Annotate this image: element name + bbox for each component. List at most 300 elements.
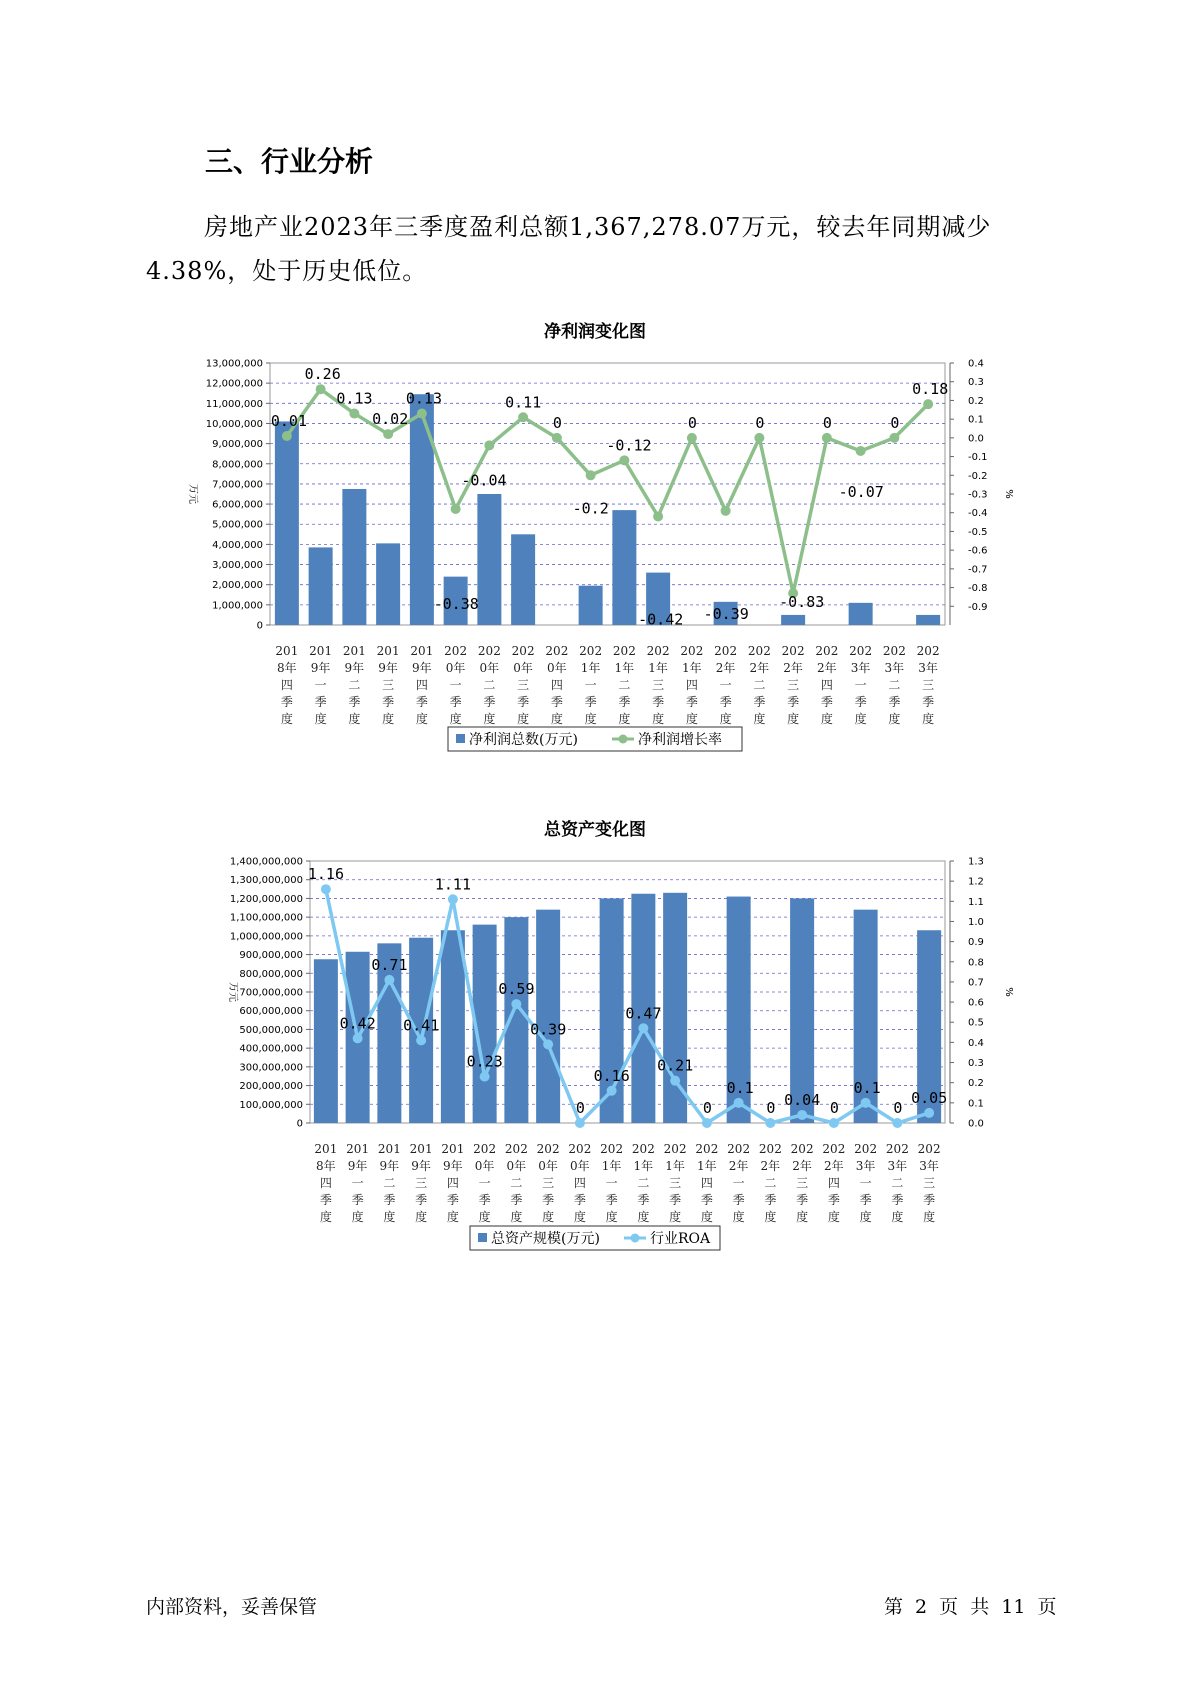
x-tick-label: 9年 [378,661,398,675]
analysis-paragraph: 房地产业2023年三季度盈利总额1,367,278.07万元，较去年同期减少4.38%，处于历史低位。 [146,213,992,285]
x-tick-label: 度 [351,1210,364,1224]
x-tick-label: 三 [923,1176,936,1190]
data-label: -0.42 [638,610,684,629]
x-tick-label: 季 [732,1193,745,1207]
x-tick-label: 202 [885,1142,909,1156]
x-tick-label: 度 [605,1210,618,1224]
x-tick-label: 二 [348,678,361,692]
x-tick-label: 202 [477,644,501,658]
x-tick-label: 度 [478,1210,491,1224]
y2-tick-label: -0.9 [968,601,988,613]
x-tick-label: 3年 [918,661,938,675]
line-point [511,999,521,1009]
line-point [797,1110,807,1120]
x-tick-label: 202 [646,644,670,658]
data-label: 1.11 [434,875,471,894]
total-assets-chart [0,808,1191,1258]
x-tick-label: 9年 [344,661,365,675]
x-tick-label: 季 [827,1193,840,1207]
y2-tick-label: -0.1 [968,452,988,464]
y-tick-label: 9,000,000 [212,439,263,451]
y2-tick-label: 1.3 [968,856,984,868]
bar [477,494,501,625]
data-label: -0.07 [838,482,884,501]
x-tick-label: 1年 [614,661,635,675]
y2-tick-label: -0.6 [968,545,988,557]
x-tick-label: 2年 [749,661,770,675]
y-tick-label: 1,300,000,000 [229,875,303,887]
x-tick-label: 2年 [824,1159,844,1173]
y-tick-label: 0 [296,1118,303,1130]
chart-title: 净利润变化图 [544,322,646,342]
y2-tick-label: -0.3 [968,489,988,501]
x-tick-label: 季 [888,695,901,709]
x-tick-label: 9年 [411,1159,431,1173]
data-label: 0.01 [270,411,307,430]
y2-tick-label: 0.1 [968,1098,984,1110]
y-tick-label: 1,000,000,000 [229,931,303,943]
y2-tick-label: 0.7 [968,977,984,989]
line-point [480,1072,490,1082]
x-tick-label: 季 [280,695,293,709]
x-tick-label: 度 [700,1210,713,1224]
x-tick-label: 季 [348,695,361,709]
bar [663,893,687,1123]
x-tick-label: 季 [573,1193,586,1207]
x-tick-label: 9年 [347,1159,368,1173]
x-tick-label: 度 [820,712,833,726]
y-tick-label: 1,100,000,000 [229,912,303,924]
y2-tick-label: 0.4 [968,358,984,370]
x-tick-label: 3年 [855,1159,876,1173]
y2-tick-label: 0.2 [968,395,984,407]
x-tick-label: 202 [680,644,704,658]
x-tick-label: 三 [922,678,935,692]
x-tick-label: 202 [790,1142,814,1156]
data-label: -0.83 [779,593,825,612]
x-tick-label: 季 [753,695,766,709]
x-tick-label: 0年 [547,661,567,675]
x-tick-label: 0年 [538,1159,558,1173]
bar [441,930,465,1123]
y2-tick-label: -0.5 [968,526,988,538]
x-tick-label: 201 [377,1142,401,1156]
bar [916,615,940,625]
y-tick-label: 100,000,000 [239,1099,303,1111]
legend-bar-label: 总资产规模(万元) [491,1231,600,1247]
x-tick-label: 季 [922,695,935,709]
x-tick-label: 度 [382,712,395,726]
data-label: 0.18 [912,380,949,399]
x-tick-label: 1年 [648,661,668,675]
data-label: 0.1 [853,1078,881,1097]
y-tick-label: 13,000,000 [205,358,263,370]
x-tick-label: 202 [444,644,468,658]
y2-axis-title: % [1003,987,1014,997]
y2-tick-label: 0.0 [968,433,984,445]
bar [511,534,535,625]
y-axis-title: 万元 [187,484,198,504]
x-tick-label: 一 [449,678,462,692]
data-label: 0 [890,413,900,432]
y-axis-title: 万元 [227,982,238,1002]
footer-page-info: 第 2 页 共 11 页 [884,1596,1057,1618]
y-tick-label: 700,000,000 [239,987,303,999]
x-tick-label: 度 [854,712,867,726]
x-tick-label: 度 [764,1210,777,1224]
x-tick-label: 202 [612,644,636,658]
line-point [861,1098,871,1108]
x-tick-label: 四 [700,1176,713,1190]
x-tick-label: 1年 [665,1159,685,1173]
line-point [321,884,331,894]
x-tick-label: 201 [410,644,434,658]
x-tick-label: 季 [719,695,732,709]
legend-line-marker [619,735,628,744]
y2-tick-label: -0.8 [968,583,988,595]
x-tick-label: 四 [820,678,833,692]
x-tick-label: 季 [618,695,631,709]
x-tick-label: 202 [882,644,906,658]
y2-tick-label: 0.0 [968,1118,984,1130]
x-tick-label: 度 [584,712,597,726]
x-tick-label: 一 [859,1176,872,1190]
y-tick-label: 6,000,000 [212,499,263,511]
y-tick-label: 400,000,000 [239,1043,303,1055]
x-tick-label: 四 [415,678,428,692]
x-tick-label: 季 [923,1193,936,1207]
line-point [822,433,832,443]
x-tick-label: 度 [319,1210,332,1224]
x-tick-label: 季 [685,695,698,709]
data-label: 0 [893,1099,903,1117]
y2-tick-label: 0.8 [968,957,984,969]
x-tick-label: 1年 [601,1159,622,1173]
x-tick-label: 度 [753,712,766,726]
x-tick-label: 度 [685,712,698,726]
data-label: 0 [755,413,765,432]
legend-line-label: 行业ROA [650,1231,711,1247]
x-tick-label: 202 [631,1142,655,1156]
x-tick-label: 三 [669,1176,682,1190]
x-tick-label: 202 [695,1142,719,1156]
x-tick-label: 三 [796,1176,809,1190]
x-tick-label: 季 [700,1193,713,1207]
line-point [484,440,494,450]
x-tick-label: 度 [922,712,935,726]
y2-tick-label: 0.3 [968,1058,984,1070]
line-point [384,975,394,985]
data-label: -0.38 [433,594,479,613]
x-tick-label: 度 [669,1210,682,1224]
y2-tick-label: 1.0 [968,916,984,928]
data-label: 0.16 [593,1066,630,1085]
y-tick-label: 2,000,000 [212,580,263,592]
line-point [316,384,326,394]
line-point [416,1035,426,1045]
y2-tick-label: -0.7 [968,564,988,576]
x-tick-label: 度 [637,1210,650,1224]
x-tick-label: 度 [449,712,462,726]
x-tick-label: 季 [584,695,597,709]
bar [849,603,873,625]
x-tick-label: 季 [478,1193,491,1207]
x-tick-label: 202 [758,1142,782,1156]
x-tick-label: 二 [888,678,901,692]
data-label: 0.71 [371,955,408,974]
x-tick-label: 8年 [277,661,297,675]
y-tick-label: 200,000,000 [239,1081,303,1093]
x-tick-label: 季 [449,695,462,709]
line-point [687,433,697,443]
x-tick-label: 202 [600,1142,624,1156]
x-tick-label: 季 [542,1193,555,1207]
data-label: 0 [552,413,562,432]
line-point [829,1118,839,1128]
data-label: 0.1 [726,1078,754,1097]
data-label: 0 [829,1099,839,1117]
line-point [451,504,461,514]
x-tick-label: 2年 [715,661,736,675]
line-point [721,506,731,516]
x-tick-label: 202 [568,1142,592,1156]
x-tick-label: 201 [342,644,366,658]
line-point [543,1039,553,1049]
x-tick-label: 202 [917,1142,941,1156]
data-label: -0.2 [572,499,609,518]
net-profit-chart-svg [0,315,1191,765]
y-tick-label: 1,200,000,000 [229,893,303,905]
line-point [754,433,764,443]
line-point [575,1118,585,1128]
x-tick-label: 度 [542,1210,555,1224]
x-tick-label: 2年 [760,1159,781,1173]
line-point [353,1033,363,1043]
line-point [349,409,359,419]
x-tick-label: 度 [652,712,665,726]
x-tick-label: 202 [849,644,873,658]
data-label: 0.26 [304,365,341,384]
x-tick-label: 季 [517,695,530,709]
line-point [856,446,866,456]
data-label: 0 [702,1099,712,1117]
legend-bar-label: 净利润总数(万元) [469,732,578,748]
line-point [923,399,933,409]
x-tick-label: 三 [542,1176,555,1190]
x-tick-label: 度 [859,1210,872,1224]
data-label: 0.41 [403,1016,440,1035]
x-tick-label: 季 [383,1193,396,1207]
x-tick-label: 9年 [412,661,432,675]
x-tick-label: 一 [854,678,867,692]
x-tick-label: 度 [483,712,496,726]
x-tick-label: 202 [854,1142,878,1156]
x-tick-label: 一 [584,678,597,692]
data-label: 0.59 [498,980,535,999]
y-tick-label: 800,000,000 [239,968,303,980]
line-point [653,511,663,521]
footer-confidential-note: 内部资料，妥善保管 [146,1596,318,1618]
x-tick-label: 0年 [474,1159,495,1173]
chart-title: 总资产变化图 [544,820,646,840]
x-tick-label: 度 [415,712,428,726]
y2-axis-title: % [1003,489,1014,499]
y2-tick-label: 0.1 [968,414,984,426]
y2-tick-label: 0.9 [968,937,984,949]
x-tick-label: 2年 [792,1159,812,1173]
y-tick-label: 300,000,000 [239,1062,303,1074]
x-tick-label: 3年 [884,661,905,675]
x-tick-label: 季 [652,695,665,709]
legend-bar-swatch [478,1233,487,1242]
line-point [765,1118,775,1128]
x-tick-label: 一 [351,1176,364,1190]
x-tick-label: 季 [550,695,563,709]
x-tick-label: 202 [504,1142,528,1156]
x-tick-label: 201 [275,644,299,658]
data-label: 0 [822,413,832,432]
y2-tick-label: -0.4 [968,508,988,520]
x-tick-label: 季 [605,1193,618,1207]
x-tick-label: 202 [781,644,805,658]
x-tick-label: 度 [510,1210,523,1224]
x-tick-label: 0年 [570,1159,590,1173]
x-tick-label: 2年 [783,661,803,675]
x-tick-label: 度 [415,1210,428,1224]
x-tick-label: 三 [382,678,395,692]
x-tick-label: 二 [891,1176,904,1190]
y-tick-label: 1,400,000,000 [229,856,303,868]
x-tick-label: 1年 [633,1159,654,1173]
section-heading: 三、行业分析 [205,145,374,178]
y2-tick-label: 0.3 [968,377,984,389]
x-tick-label: 一 [314,678,327,692]
x-tick-label: 三 [652,678,665,692]
x-tick-label: 3年 [887,1159,908,1173]
x-tick-label: 202 [545,644,569,658]
x-tick-label: 四 [827,1176,840,1190]
y2-tick-label: 1.2 [968,876,984,888]
x-tick-label: 202 [579,644,603,658]
x-tick-label: 季 [637,1193,650,1207]
x-tick-label: 三 [787,678,800,692]
data-label: 1.16 [307,865,344,884]
x-tick-label: 0年 [513,661,533,675]
x-tick-label: 季 [854,695,867,709]
line-point [619,455,629,465]
data-label: 0.04 [784,1090,821,1109]
legend-bar-swatch [456,734,465,743]
x-tick-label: 1年 [697,1159,717,1173]
x-tick-label: 度 [618,712,631,726]
x-tick-label: 季 [314,695,327,709]
x-tick-label: 201 [409,1142,433,1156]
x-tick-label: 二 [637,1176,650,1190]
x-tick-label: 度 [550,712,563,726]
x-tick-label: 2年 [817,661,837,675]
x-tick-label: 季 [510,1193,523,1207]
x-tick-label: 202 [747,644,771,658]
x-tick-label: 二 [764,1176,777,1190]
line-point [383,429,393,439]
y-tick-label: 8,000,000 [212,459,263,471]
line-point [670,1076,680,1086]
data-label: 0.13 [336,389,373,408]
x-tick-label: 度 [732,1210,745,1224]
data-label: 0.39 [530,1020,567,1039]
x-tick-label: 1年 [580,661,601,675]
x-tick-label: 0年 [479,661,500,675]
y2-tick-label: 1.1 [968,896,984,908]
x-tick-label: 三 [415,1176,428,1190]
data-label: 0.21 [657,1056,694,1075]
bar [612,510,636,625]
x-tick-label: 季 [382,695,395,709]
data-label: -0.39 [703,604,749,623]
x-tick-label: 201 [314,1142,338,1156]
total-assets-chart-svg [0,808,1191,1258]
x-tick-label: 季 [319,1193,332,1207]
y2-tick-label: 0.4 [968,1037,984,1049]
x-tick-label: 度 [383,1210,396,1224]
x-tick-label: 202 [815,644,839,658]
bar [410,394,434,625]
x-tick-label: 二 [753,678,766,692]
y2-tick-label: 0.2 [968,1078,984,1090]
data-label: 0.02 [372,410,409,429]
x-tick-label: 季 [483,695,496,709]
x-tick-label: 季 [669,1193,682,1207]
y-tick-label: 11,000,000 [205,398,263,410]
x-tick-label: 8年 [316,1159,336,1173]
x-tick-label: 201 [346,1142,370,1156]
data-label: 0.47 [625,1004,662,1023]
x-tick-label: 度 [314,712,327,726]
y-tick-label: 3,000,000 [212,560,263,572]
x-tick-label: 201 [309,644,333,658]
y-tick-label: 900,000,000 [239,950,303,962]
x-tick-label: 二 [510,1176,523,1190]
x-tick-label: 度 [280,712,293,726]
x-tick-label: 0年 [506,1159,527,1173]
data-label: -0.04 [461,471,507,490]
line-point [924,1108,934,1118]
x-tick-label: 二 [618,678,631,692]
y-tick-label: 5,000,000 [212,519,263,531]
x-tick-label: 季 [351,1193,364,1207]
line-point [889,433,899,443]
x-tick-label: 202 [714,644,738,658]
x-tick-label: 202 [511,644,535,658]
bar [790,898,814,1123]
x-tick-label: 201 [376,644,400,658]
data-label: 0.23 [466,1052,503,1071]
line-point [734,1098,744,1108]
x-tick-label: 202 [822,1142,846,1156]
x-tick-label: 二 [383,1176,396,1190]
x-tick-label: 202 [663,1142,687,1156]
bar [579,586,603,625]
x-tick-label: 0年 [445,661,466,675]
data-label: 0.05 [911,1088,948,1107]
x-tick-label: 度 [573,1210,586,1224]
y2-tick-label: 0.6 [968,997,984,1009]
x-tick-label: 度 [891,1210,904,1224]
x-tick-label: 四 [685,678,698,692]
y2-tick-label: -0.2 [968,470,988,482]
x-tick-label: 3年 [850,661,871,675]
x-tick-label: 1年 [682,661,702,675]
